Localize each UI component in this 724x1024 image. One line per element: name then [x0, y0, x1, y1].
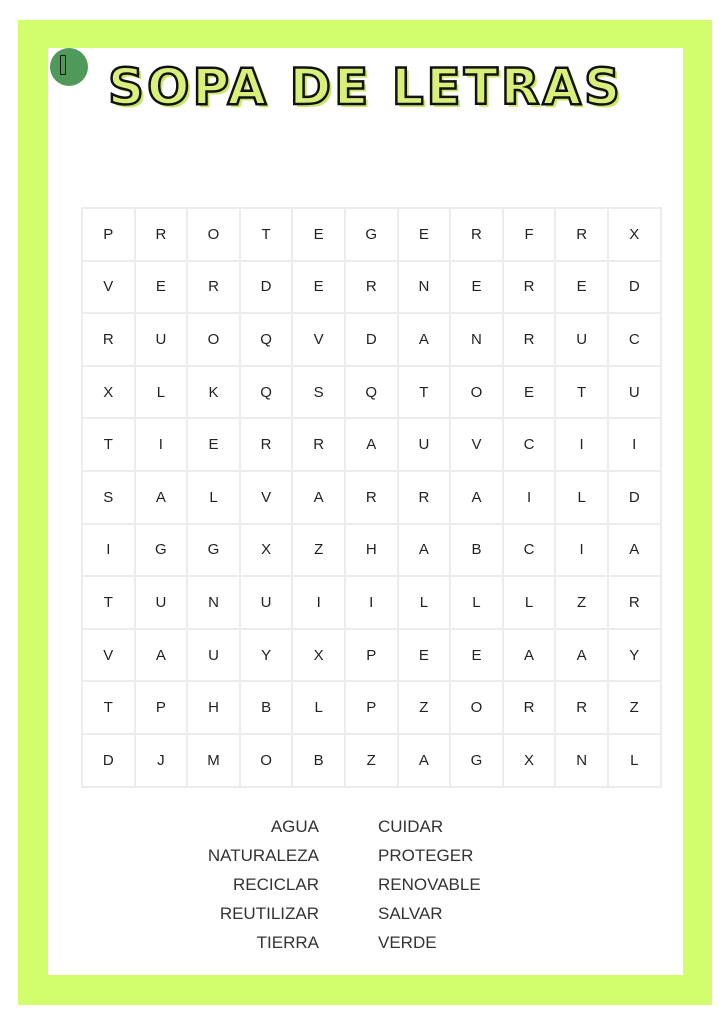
grid-cell[interactable]: Y	[609, 630, 662, 683]
grid-cell[interactable]: E	[451, 262, 504, 315]
grid-cell[interactable]: P	[346, 630, 399, 683]
word-item: TIERRA	[256, 933, 319, 952]
word-item: PROTEGER	[378, 846, 474, 865]
grid-cell[interactable]: T	[241, 209, 294, 262]
grid-cell[interactable]: R	[399, 472, 452, 525]
word-item: REUTILIZAR	[219, 904, 319, 923]
word-item: CUIDAR	[378, 817, 444, 836]
grid-cell[interactable]: R	[556, 682, 609, 735]
grid-cell[interactable]: S	[293, 367, 346, 420]
grid-cell[interactable]: E	[556, 262, 609, 315]
grid-cell[interactable]: J	[136, 735, 189, 788]
grid-cell[interactable]: D	[609, 262, 662, 315]
grid-cell[interactable]: N	[451, 314, 504, 367]
grid-cell[interactable]: B	[451, 525, 504, 578]
grid-cell[interactable]: V	[451, 419, 504, 472]
word-list-right	[378, 812, 481, 957]
grid-cell[interactable]: L	[556, 472, 609, 525]
grid-cell[interactable]: G	[451, 735, 504, 788]
grid-cell[interactable]: E	[188, 419, 241, 472]
grid-cell[interactable]: R	[609, 577, 662, 630]
worksheet	[48, 48, 683, 975]
grid-cell[interactable]: A	[293, 472, 346, 525]
grid-cell[interactable]: R	[451, 209, 504, 262]
word-item: NATURALEZA	[207, 846, 319, 865]
grid-cell[interactable]: E	[293, 209, 346, 262]
grid-cell[interactable]: K	[188, 367, 241, 420]
grid-cell[interactable]: L	[609, 735, 662, 788]
grid-cell[interactable]: R	[346, 472, 399, 525]
grid-cell[interactable]: Q	[241, 367, 294, 420]
grid-cell[interactable]: L	[188, 472, 241, 525]
grid-cell[interactable]: A	[609, 525, 662, 578]
grid-cell[interactable]: N	[188, 577, 241, 630]
grid-cell[interactable]: L	[504, 577, 557, 630]
grid-cell[interactable]: A	[136, 472, 189, 525]
grid-cell[interactable]: L	[136, 367, 189, 420]
grid-cell[interactable]: F	[504, 209, 557, 262]
grid-cell[interactable]: N	[399, 262, 452, 315]
grid-cell[interactable]: X	[83, 367, 136, 420]
grid-cell[interactable]: R	[504, 682, 557, 735]
grid-cell[interactable]: O	[188, 209, 241, 262]
grid-cell[interactable]: Z	[346, 735, 399, 788]
grid-cell[interactable]: X	[609, 209, 662, 262]
grid-cell[interactable]: U	[241, 577, 294, 630]
grid-cell[interactable]: X	[504, 735, 557, 788]
grid-cell[interactable]: I	[346, 577, 399, 630]
grid-cell[interactable]: X	[293, 630, 346, 683]
grid-cell[interactable]: C	[609, 314, 662, 367]
grid-cell[interactable]: A	[399, 314, 452, 367]
word-item: AGUA	[270, 817, 319, 836]
grid-cell[interactable]: Y	[241, 630, 294, 683]
grid-cell[interactable]: A	[451, 472, 504, 525]
grid-cell[interactable]: U	[136, 314, 189, 367]
grid-cell[interactable]: B	[293, 735, 346, 788]
grid-cell[interactable]: D	[241, 262, 294, 315]
grid-cell[interactable]: I	[293, 577, 346, 630]
grid-cell[interactable]: O	[241, 735, 294, 788]
grid-cell[interactable]: A	[399, 525, 452, 578]
word-item: SALVAR	[378, 904, 443, 923]
grid-cell[interactable]: G	[136, 525, 189, 578]
word-search-grid	[81, 207, 662, 788]
grid-cell[interactable]: Z	[293, 525, 346, 578]
page-border	[18, 20, 712, 1005]
grid-cell[interactable]: L	[451, 577, 504, 630]
grid-cell[interactable]: Z	[556, 577, 609, 630]
grid-cell[interactable]: I	[504, 472, 557, 525]
grid-cell[interactable]: T	[83, 419, 136, 472]
grid-cell[interactable]: P	[83, 209, 136, 262]
grid-cell[interactable]: A	[346, 419, 399, 472]
grid-cell[interactable]: V	[83, 630, 136, 683]
grid-cell[interactable]: Q	[241, 314, 294, 367]
grid-cell[interactable]: D	[83, 735, 136, 788]
grid-cell[interactable]: R	[346, 262, 399, 315]
grid-cell[interactable]: P	[346, 682, 399, 735]
grid-cell[interactable]: V	[293, 314, 346, 367]
grid-cell[interactable]: G	[188, 525, 241, 578]
grid-cell[interactable]: R	[504, 314, 557, 367]
grid-cell[interactable]: C	[504, 419, 557, 472]
grid-cell[interactable]: L	[293, 682, 346, 735]
grid-cell[interactable]: N	[556, 735, 609, 788]
grid-cell[interactable]: A	[399, 735, 452, 788]
grid-cell[interactable]: T	[399, 367, 452, 420]
word-item: RECICLAR	[233, 875, 319, 894]
grid-cell[interactable]: R	[293, 419, 346, 472]
grid-cell[interactable]: O	[451, 367, 504, 420]
grid-cell[interactable]: T	[556, 367, 609, 420]
grid-cell[interactable]: U	[188, 630, 241, 683]
grid-cell[interactable]: U	[136, 577, 189, 630]
grid-cell[interactable]: D	[346, 314, 399, 367]
grid-cell[interactable]: I	[609, 419, 662, 472]
word-item: RENOVABLE	[378, 875, 481, 894]
grid-cell[interactable]: R	[83, 314, 136, 367]
grid-cell[interactable]: U	[399, 419, 452, 472]
grid-cell[interactable]: O	[188, 314, 241, 367]
grid-cell[interactable]: T	[83, 682, 136, 735]
grid-cell[interactable]: E	[504, 367, 557, 420]
grid-cell[interactable]: V	[241, 472, 294, 525]
grid-cell[interactable]: E	[293, 262, 346, 315]
page-title: SOPA DE LETRAS	[107, 58, 624, 116]
grid-cell[interactable]: Q	[346, 367, 399, 420]
grid-cell[interactable]: I	[136, 419, 189, 472]
grid-cell[interactable]: U	[556, 314, 609, 367]
grid-cell[interactable]: R	[241, 419, 294, 472]
grid-cell[interactable]: R	[136, 209, 189, 262]
grid-cell[interactable]: P	[136, 682, 189, 735]
grid-cell[interactable]: X	[241, 525, 294, 578]
grid-cell[interactable]: L	[399, 577, 452, 630]
grid-cell[interactable]: I	[556, 525, 609, 578]
grid-cell[interactable]: D	[609, 472, 662, 525]
grid-cell[interactable]: R	[504, 262, 557, 315]
word-list-left	[208, 812, 319, 957]
grid-cell[interactable]: R	[556, 209, 609, 262]
word-item: VERDE	[378, 933, 437, 952]
grid-cell[interactable]: E	[399, 209, 452, 262]
grid-cell[interactable]: A	[136, 630, 189, 683]
grid-cell[interactable]: I	[556, 419, 609, 472]
grid-cell[interactable]: C	[504, 525, 557, 578]
grid-cell[interactable]: V	[83, 262, 136, 315]
grid-cell[interactable]: R	[188, 262, 241, 315]
grid-cell[interactable]: B	[241, 682, 294, 735]
grid-cell[interactable]: A	[556, 630, 609, 683]
grid-cell[interactable]: I	[83, 525, 136, 578]
grid-cell[interactable]: U	[609, 367, 662, 420]
grid-cell[interactable]: O	[451, 682, 504, 735]
grid-cell[interactable]: E	[399, 630, 452, 683]
grid-cell[interactable]: S	[83, 472, 136, 525]
grid-cell[interactable]: E	[451, 630, 504, 683]
grid-cell[interactable]: G	[346, 209, 399, 262]
grid-cell[interactable]: E	[136, 262, 189, 315]
grid-cell[interactable]: H	[188, 682, 241, 735]
grid-cell[interactable]: H	[346, 525, 399, 578]
grid-cell[interactable]: A	[504, 630, 557, 683]
grid-cell[interactable]: Z	[399, 682, 452, 735]
grid-cell[interactable]: M	[188, 735, 241, 788]
grid-cell[interactable]: Z	[609, 682, 662, 735]
grid-cell[interactable]: T	[83, 577, 136, 630]
